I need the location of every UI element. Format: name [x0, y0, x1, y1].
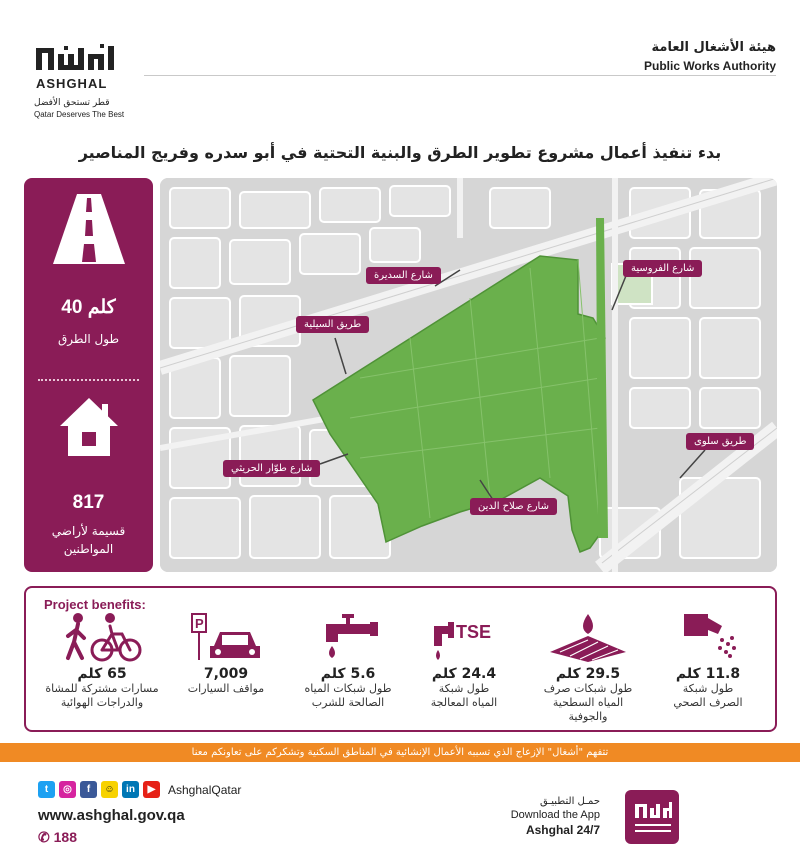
social-links [38, 781, 241, 798]
authority-name-en: Public Works Authority [643, 59, 776, 73]
house-icon [58, 396, 120, 458]
app-logo-icon [625, 790, 679, 844]
logo-tagline-en: Qatar Deserves The Best [34, 110, 125, 119]
benefits-title: Project benefits: [44, 597, 146, 612]
roads-length-label: طول الطرق [57, 332, 120, 346]
sewage-pipe-icon [668, 612, 748, 662]
benefit-label: الصرف الصحي [673, 696, 743, 709]
app-name: Ashghal 24/7 [525, 823, 600, 837]
benefit-label: طول شبكة [682, 682, 734, 695]
benefit-label: والجوفية [568, 710, 608, 723]
app-icon[interactable] [625, 790, 679, 844]
benefit-value: 11.8 كلم [675, 666, 741, 682]
svg-text:P: P [195, 616, 204, 631]
notice-banner: تتفهم "أشغال" الإزعاج الذي تسببه الأعمال الإنشائية في المناطق السكنية وتشكركم على تعاونكم معنا [0, 743, 800, 762]
tse-badge: TSE [456, 622, 492, 642]
social-handle[interactable]: AshghalQatar [168, 782, 242, 797]
roads-length-value: 40 كلم [61, 297, 116, 318]
benefit-value: 65 كلم [77, 666, 127, 682]
benefit-label: والدراجات الهوائية [60, 696, 144, 709]
map-label-salwa: طريق سلوى [686, 433, 754, 450]
road-icon [53, 192, 125, 264]
plots-label-line1: قسيمة لأراضي [51, 524, 126, 538]
map-label-salahuddin: شارع صلاح الدين [470, 498, 557, 515]
plots-value: 817 [72, 492, 105, 513]
phone-number[interactable] [38, 829, 77, 846]
benefit-label: طول شبكات صرف [543, 682, 633, 695]
youtube-icon[interactable]: ▶ [143, 781, 160, 798]
linkedin-icon[interactable]: in [122, 781, 139, 798]
plots-label-line2: المواطنين [63, 542, 114, 556]
benefit-label: المياه السطحية [552, 696, 624, 709]
map-canvas [160, 178, 777, 572]
benefit-stormwater [528, 612, 648, 724]
benefit-treated-water [404, 612, 524, 710]
logo-wordmark: ASHGHAL [36, 76, 108, 91]
benefit-value: 5.6 كلم [320, 666, 376, 682]
benefit-parking [166, 612, 286, 696]
project-benefits [24, 586, 777, 732]
authority-name [644, 40, 776, 73]
page-title: بدء تنفيذ أعمال مشروع تطوير الطرق والبنية التحتية في أبو سدره وفريج المناصير [78, 143, 722, 162]
logo-tagline-ar: قطر تستحق الأفضل [34, 98, 110, 108]
map-label-tawar: شارع طوّار الحريثي [223, 460, 320, 477]
benefit-label: مسارات مشتركة للمشاة [45, 682, 159, 695]
phone-icon: ✆ [38, 829, 54, 845]
stormwater-icon [548, 612, 628, 662]
benefit-value: 29.5 كلم [555, 666, 621, 682]
facebook-icon[interactable]: f [80, 781, 97, 798]
authority-name-ar: هيئة الأشغال العامة [651, 40, 776, 55]
twitter-icon[interactable]: t [38, 781, 55, 798]
stats-panel [24, 178, 153, 572]
benefit-label: طول شبكات المياه [304, 682, 392, 695]
phone-value: 188 [53, 829, 77, 845]
app-download-en: Download the App [510, 809, 600, 821]
benefit-potable-water [288, 612, 408, 710]
benefit-label: المياه المعالجة [430, 696, 498, 709]
benefit-value: 24.4 كلم [431, 666, 497, 682]
map-label-sudaira: شارع السديرة [366, 267, 441, 284]
benefit-label: الصالحة للشرب [311, 696, 385, 709]
benefit-value: 7,009 [203, 666, 249, 682]
instagram-icon[interactable]: ◎ [59, 781, 76, 798]
app-download[interactable] [511, 796, 600, 837]
ashghal-logo-mark [34, 44, 120, 96]
benefit-label: مواقف السيارات [187, 682, 265, 695]
tse-tap-icon [424, 612, 504, 662]
benefit-label: طول شبكة [438, 682, 490, 695]
website-link[interactable]: www.ashghal.gov.qa [38, 807, 185, 824]
snapchat-icon[interactable]: ☺ [101, 781, 118, 798]
benefit-shared-paths [42, 612, 162, 710]
pedestrian-cyclist-icon [62, 612, 142, 662]
ashghal-logo [34, 44, 134, 119]
water-tap-icon [308, 612, 388, 662]
benefit-sewage [648, 612, 768, 710]
project-map [160, 178, 777, 572]
app-download-ar: حمـل التطبيـق [540, 796, 600, 807]
map-label-sailiya: طريق السيلية [296, 316, 369, 333]
header-divider [144, 75, 776, 76]
parking-car-icon [186, 612, 266, 662]
map-label-furousiya: شارع الفروسية [623, 260, 702, 277]
stats-divider [38, 379, 139, 381]
